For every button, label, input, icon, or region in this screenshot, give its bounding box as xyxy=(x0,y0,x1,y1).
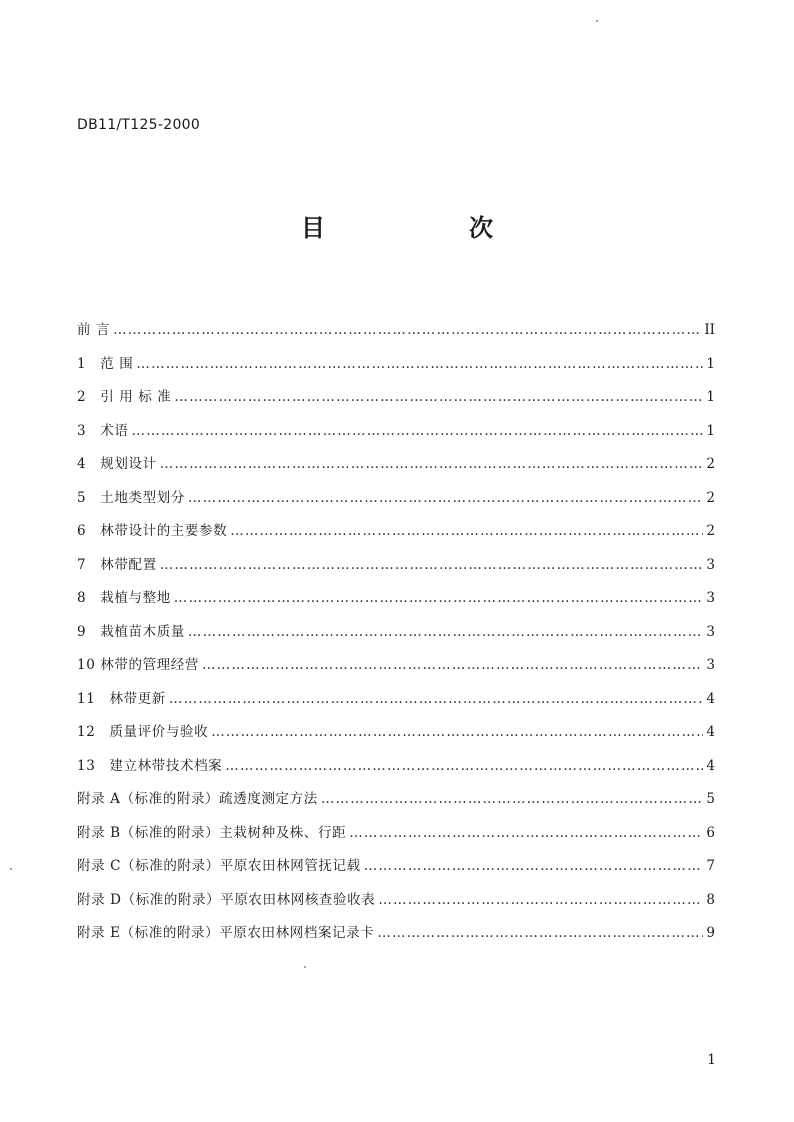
toc-entry-archives[interactable] xyxy=(77,754,715,788)
toc-entry-appendix-d[interactable] xyxy=(77,888,715,922)
toc-entry-page: 3 xyxy=(706,556,715,573)
toc-entry-management[interactable] xyxy=(77,653,715,687)
toc-entry-seedling-quality[interactable] xyxy=(77,620,715,654)
toc-entry-page: 6 xyxy=(706,824,715,841)
toc-entry-planning[interactable] xyxy=(77,452,715,486)
toc-entry-parameters[interactable] xyxy=(77,519,715,553)
toc-entry-label: 1 范 围 xyxy=(77,355,134,372)
toc-entry-land-types[interactable] xyxy=(77,486,715,520)
toc-entry-label: 8 栽植与整地 xyxy=(77,590,171,606)
toc-entry-planting[interactable] xyxy=(77,586,715,620)
toc-entry-page: 4 xyxy=(706,724,715,740)
toc-entry-evaluation[interactable] xyxy=(77,720,715,754)
toc-entry-appendix-a[interactable] xyxy=(77,787,715,821)
dot-leader xyxy=(174,389,703,405)
toc-entry-page: 2 xyxy=(706,523,715,539)
toc-entry-foreword[interactable] xyxy=(77,318,715,352)
dot-leader xyxy=(211,724,703,740)
page-title: 目 次 xyxy=(301,214,553,242)
toc-entry-label: 7 林带配置 xyxy=(77,556,157,573)
toc-entry-label: 前 言 xyxy=(77,322,111,338)
dot-leader xyxy=(230,523,703,539)
toc-entry-page: 2 xyxy=(706,456,715,472)
toc-entry-page: 7 xyxy=(706,858,715,874)
toc-entry-references[interactable] xyxy=(77,385,715,419)
toc-entry-page: 3 xyxy=(706,590,715,606)
toc-entry-page: 4 xyxy=(706,757,715,774)
toc-entry-label: 9 栽植苗木质量 xyxy=(77,623,185,640)
toc-entry-page: 1 xyxy=(706,422,715,439)
toc-entry-page: 9 xyxy=(706,925,715,941)
toc-entry-label: 6 林带设计的主要参数 xyxy=(77,523,228,539)
dot-leader xyxy=(113,322,701,338)
toc-entry-label: 附录 D（标准的附录）平原农田林网核查验收表 xyxy=(77,891,376,908)
dot-leader xyxy=(136,356,703,372)
toc-entry-label: 13 建立林带技术档案 xyxy=(77,757,223,774)
dot-leader xyxy=(225,758,703,774)
toc-entry-label: 3 术语 xyxy=(77,422,129,439)
toc-entry-page: II xyxy=(704,322,715,338)
toc-entry-label: 附录 E（标准的附录）平原农田林网档案记录卡 xyxy=(77,925,375,941)
dot-leader xyxy=(321,791,704,807)
scan-speck xyxy=(304,966,306,968)
dot-leader xyxy=(349,825,703,841)
scan-speck xyxy=(10,868,12,870)
toc-entry-page: 2 xyxy=(706,489,715,506)
toc-entry-label: 5 土地类型划分 xyxy=(77,489,185,506)
dot-leader xyxy=(132,423,704,439)
dot-leader xyxy=(188,490,704,506)
toc-entry-label: 10 林带的管理经营 xyxy=(77,657,199,673)
toc-entry-label: 附录 C（标准的附录）平原农田林网管抚记载 xyxy=(77,858,361,874)
toc-entry-label: 2 引 用 标 准 xyxy=(77,389,172,405)
toc-entry-page: 8 xyxy=(706,891,715,908)
toc-entry-renewal[interactable] xyxy=(77,687,715,721)
page-number: 1 xyxy=(707,1052,716,1068)
dot-leader xyxy=(174,590,704,606)
toc-entry-label: 附录 B（标准的附录）主栽树种及株、行距 xyxy=(77,824,347,841)
toc-entry-page: 3 xyxy=(706,657,715,673)
toc-entry-page: 1 xyxy=(706,355,715,372)
toc-entry-configuration[interactable] xyxy=(77,553,715,587)
toc-entry-appendix-b[interactable] xyxy=(77,821,715,855)
dot-leader xyxy=(202,657,703,673)
toc-entry-appendix-c[interactable] xyxy=(77,854,715,888)
dot-leader xyxy=(160,557,704,573)
scan-speck xyxy=(596,20,598,22)
dot-leader xyxy=(377,925,703,941)
toc-entry-appendix-e[interactable] xyxy=(77,921,715,955)
toc-entry-label: 附录 A（标准的附录）疏透度测定方法 xyxy=(77,791,318,807)
toc-entry-label: 12 质量评价与验收 xyxy=(77,724,209,740)
toc-entry-page: 5 xyxy=(706,791,715,807)
toc-entry-scope[interactable] xyxy=(77,352,715,386)
dot-leader xyxy=(364,858,704,874)
toc-entry-label: 4 规划设计 xyxy=(77,456,157,472)
toc-entry-terms[interactable] xyxy=(77,419,715,453)
toc-entry-page: 4 xyxy=(706,690,715,707)
toc-entry-page: 1 xyxy=(706,389,715,405)
document-code: DB11/T125-2000 xyxy=(77,117,201,133)
dot-leader xyxy=(169,691,704,707)
toc-entry-label: 11 林带更新 xyxy=(77,690,166,707)
toc-entry-page: 3 xyxy=(706,623,715,640)
dot-leader xyxy=(378,892,703,908)
dot-leader xyxy=(188,624,704,640)
dot-leader xyxy=(160,456,704,472)
table-of-contents xyxy=(77,318,715,955)
